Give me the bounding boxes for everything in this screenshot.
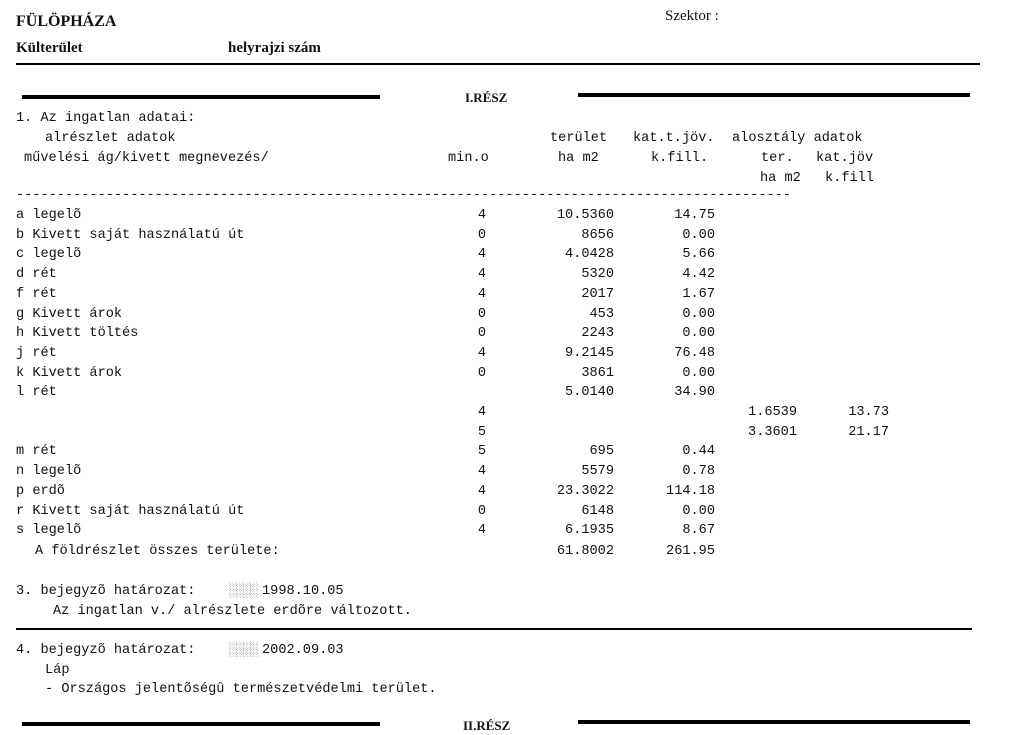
row-name: c legelõ: [16, 247, 82, 263]
total-row: [0, 544, 1024, 563]
section2-title: II.RÉSZ: [463, 718, 511, 733]
row-value: 1.67: [682, 286, 715, 302]
section1-rule-left: [22, 95, 380, 99]
section1-rule-right: [578, 93, 970, 97]
entry3-text: Az ingatlan v./ alrészlete erdõre változott.: [53, 604, 412, 619]
section1-title: I.RÉSZ: [465, 90, 508, 105]
row-value: 114.18: [666, 483, 715, 499]
table-row: [0, 346, 1024, 365]
table-row: [0, 464, 1024, 483]
sector-label: Szektor :: [665, 8, 719, 24]
area-type: Külterület: [16, 40, 83, 56]
entry3-date: 1998.10.05: [262, 584, 344, 599]
row-value: 0.00: [682, 365, 715, 381]
property-data-heading: 1. Az ingatlan adatai:: [16, 111, 196, 126]
area-label: terület: [550, 131, 608, 146]
sub-area-label: ter.: [761, 151, 794, 166]
row-area: 23.3022: [556, 483, 614, 499]
row-area: 10.5360: [556, 208, 614, 223]
row-quality-class: 5: [477, 444, 486, 460]
table-row: [0, 385, 1024, 404]
row-value: 4.42: [682, 267, 715, 283]
value-unit-label: k.fill.: [651, 151, 709, 166]
row-quality-class: 4: [477, 405, 486, 420]
value-label: kat.t.jöv.: [633, 131, 715, 146]
row-name: d rét: [16, 267, 57, 283]
row-quality-class: 0: [477, 227, 486, 243]
row-quality-class: 0: [477, 306, 486, 322]
row-quality-class: 4: [477, 286, 486, 302]
row-value: 76.48: [674, 345, 715, 361]
table-row: [0, 326, 1024, 345]
table-separator: -----------------------------------------------------------------------------------------------: [16, 188, 791, 202]
row-value: 0.78: [682, 464, 715, 480]
row-value: 34.90: [674, 385, 715, 401]
entry3-heading: 3. bejegyzõ határozat:: [16, 584, 196, 599]
row-quality-class: 4: [477, 523, 486, 539]
row-sub-area: 1.6539: [748, 405, 797, 420]
row-area: 5579: [581, 464, 614, 480]
table-row: [0, 425, 1024, 444]
row-quality-class: 5: [477, 424, 486, 440]
row-name: j rét: [16, 345, 57, 361]
section2-rule-right: [578, 720, 970, 724]
row-area: 2243: [581, 326, 614, 342]
subclass-label: alosztály adatok: [732, 131, 863, 146]
row-name: r Kivett saját használatú út: [16, 503, 245, 519]
table-row: [0, 484, 1024, 503]
row-name: p erdõ: [16, 483, 65, 499]
table-row: [0, 208, 1024, 227]
header-divider: [16, 63, 980, 65]
row-area: 6148: [581, 503, 614, 519]
row-quality-class: 4: [477, 267, 486, 283]
row-quality-class: 0: [477, 326, 486, 342]
table-row: [0, 366, 1024, 385]
row-area: 5.0140: [565, 385, 614, 401]
row-quality-class: 0: [477, 503, 486, 519]
table-row: [0, 228, 1024, 247]
table-row: [0, 523, 1024, 542]
row-value: 0.44: [682, 444, 715, 460]
row-area: 5320: [581, 267, 614, 283]
entry4-redacted-number: ░░░░: [229, 643, 258, 658]
total-value: 261.95: [666, 544, 715, 559]
row-area: 3861: [581, 365, 614, 381]
row-quality-class: 4: [477, 247, 486, 263]
row-name: f rét: [16, 286, 57, 302]
row-quality-class: 4: [477, 464, 486, 480]
table-row: [0, 247, 1024, 266]
row-area: 695: [589, 444, 614, 460]
table-row: [0, 405, 1024, 424]
row-name: m rét: [16, 444, 57, 460]
table-row: [0, 444, 1024, 463]
row-area: 2017: [581, 286, 614, 302]
row-value: 8.67: [682, 523, 715, 539]
row-name: g Kivett árok: [16, 306, 123, 322]
row-name: b Kivett saját használatú út: [16, 227, 245, 243]
sub-value-label: kat.jöv: [816, 151, 874, 166]
row-area: 6.1935: [565, 523, 614, 539]
cultivation-label: művelési ág/kivett megnevezés/: [24, 151, 269, 166]
entry-divider: [16, 628, 972, 630]
row-area: 4.0428: [565, 247, 614, 263]
quality-class-label: min.o: [448, 151, 489, 166]
table-row: [0, 287, 1024, 306]
row-name: a legelõ: [16, 208, 82, 223]
sub-value-unit-label: k.fill: [825, 171, 874, 186]
entry4-heading: 4. bejegyzõ határozat:: [16, 643, 196, 658]
total-label: A földrészlet összes területe:: [35, 544, 280, 559]
row-name: l rét: [16, 385, 57, 401]
row-quality-class: 4: [477, 483, 486, 499]
sub-area-unit-label: ha m2: [760, 171, 801, 186]
row-name: k Kivett árok: [16, 365, 123, 381]
parcel-number-label: helyrajzi szám: [228, 40, 321, 56]
entry4-line1: Láp: [45, 663, 70, 678]
subparcel-label: alrészlet adatok: [45, 131, 176, 146]
entry4-line2: - Országos jelentõségû természetvédelmi terület.: [45, 682, 437, 697]
row-value: 0.00: [682, 227, 715, 243]
row-name: n legelõ: [16, 464, 82, 480]
row-value: 0.00: [682, 306, 715, 322]
entry3-redacted-number: ░░░░: [229, 584, 258, 599]
row-value: 14.75: [674, 208, 715, 223]
row-sub-value: 13.73: [848, 405, 889, 420]
row-area: 8656: [581, 227, 614, 243]
table-row: [0, 267, 1024, 286]
row-quality-class: 4: [477, 345, 486, 361]
row-name: s legelõ: [16, 523, 82, 539]
table-row: [0, 504, 1024, 523]
row-value: 5.66: [682, 247, 715, 263]
row-value: 0.00: [682, 503, 715, 519]
area-unit-label: ha m2: [558, 151, 599, 166]
total-area: 61.8002: [556, 544, 614, 559]
row-quality-class: 0: [477, 365, 486, 381]
section2-rule-left: [22, 722, 380, 726]
table-row: [0, 307, 1024, 326]
row-area: 453: [589, 306, 614, 322]
row-area: 9.2145: [565, 345, 614, 361]
row-sub-area: 3.3601: [748, 424, 797, 440]
row-value: 0.00: [682, 326, 715, 342]
row-name: h Kivett töltés: [16, 326, 139, 342]
entry4-date: 2002.09.03: [262, 643, 344, 658]
row-quality-class: 4: [477, 208, 486, 223]
row-sub-value: 21.17: [848, 424, 889, 440]
settlement-name: FÜLÖPHÁZA: [16, 13, 117, 30]
